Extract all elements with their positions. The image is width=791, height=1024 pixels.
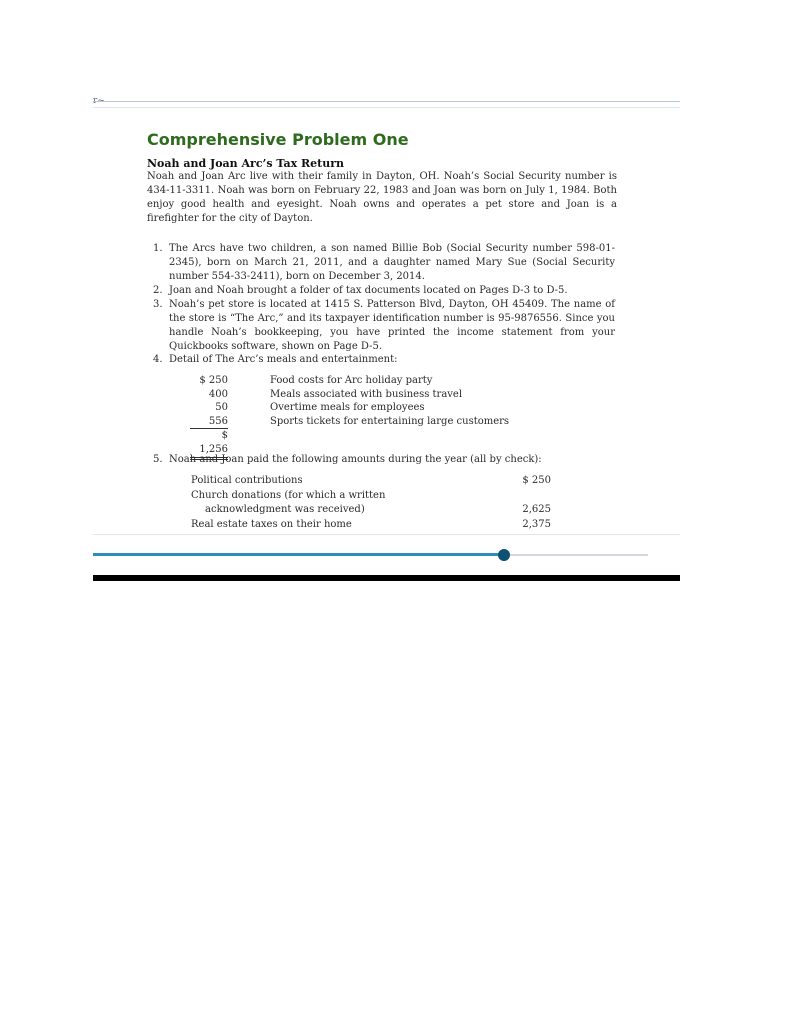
top-rule-secondary [93, 107, 680, 108]
item-number: 5. [153, 454, 163, 465]
payment-row [191, 518, 551, 533]
item-number: 2. [153, 285, 163, 296]
payment-amount: 2,375 [522, 518, 551, 530]
payment-amount: $ 250 [522, 475, 551, 486]
payment-label: Political contributions [191, 475, 303, 486]
meals-total: $ 1,256 [190, 429, 228, 459]
section-subtitle: Noah and Joan Arc’s Tax Return [147, 157, 345, 170]
top-rule [93, 101, 680, 102]
bottom-rule [93, 534, 680, 535]
meals-table [190, 374, 509, 460]
page-corner-mark: r~ [93, 96, 105, 106]
meal-description: Overtime meals for employees [270, 402, 425, 414]
payment-row [191, 503, 551, 518]
viewer-bottom-bar [93, 575, 680, 581]
payment-label: Church donations (for which a written [191, 489, 386, 501]
meal-amount: 556 [190, 415, 228, 430]
payments-table [191, 474, 551, 532]
meal-description: Meals associated with business travel [270, 388, 463, 400]
meals-row [190, 388, 509, 402]
item-number: 3. [153, 299, 163, 310]
list-item-text: Noah’s pet store is located at 1415 S. Patterson Blvd, Dayton, OH 45409. The name of the store is “The Arc,” and its taxpayer identification number is 95-9876556. Since you handle Noah’s bookkeeping, you have printed the income statement from your Quickbooks software, shown on Page D-5. [169, 299, 615, 352]
meals-row [190, 415, 509, 430]
payment-row [191, 489, 551, 504]
payment-amount: 2,625 [522, 504, 551, 516]
list-item-text: Noah and Joan paid the following amounts during the year (all by check): [169, 454, 542, 465]
meal-description: Food costs for Arc holiday party [270, 375, 433, 386]
item-number: 1. [153, 243, 163, 254]
progress-slider-thumb[interactable] [498, 549, 510, 561]
list-item-text: Detail of The Arc’s meals and entertainment: [169, 354, 398, 365]
page-title: Comprehensive Problem One [147, 130, 409, 149]
payment-label: Real estate taxes on their home [191, 518, 352, 530]
meals-row [190, 374, 509, 388]
meal-amount: 50 [215, 402, 228, 414]
meals-row [190, 401, 509, 415]
meal-amount: 400 [208, 388, 228, 400]
meal-amount: $ 250 [199, 375, 228, 386]
list-item-text: The Arcs have two children, a son named Billie Bob (Social Security number 598-01-2345), born on March 21, 2011, and a daughter named Mary Sue (Social Security number 554-33-2411), born on December 3, 2014. [169, 243, 615, 282]
meal-description: Sports tickets for entertaining large customers [270, 415, 510, 427]
progress-fill [93, 553, 504, 556]
intro-paragraph: Noah and Joan Arc live with their family in Dayton, OH. Noah’s Social Security number is 434-11-3311. Noah was born on February 22, 1983 and Joan was born on July 1, 1984. Both enjoy good health and eyesight. Noah owns and operates a pet store and Joan is a firefighter for the city of Dayton. [147, 171, 617, 224]
payment-row [191, 474, 551, 489]
list-item-text: Joan and Noah brought a folder of tax documents located on Pages D-3 to D-5. [169, 285, 568, 296]
item-number: 4. [153, 354, 163, 365]
payment-label: acknowledgment was received) [205, 504, 365, 516]
